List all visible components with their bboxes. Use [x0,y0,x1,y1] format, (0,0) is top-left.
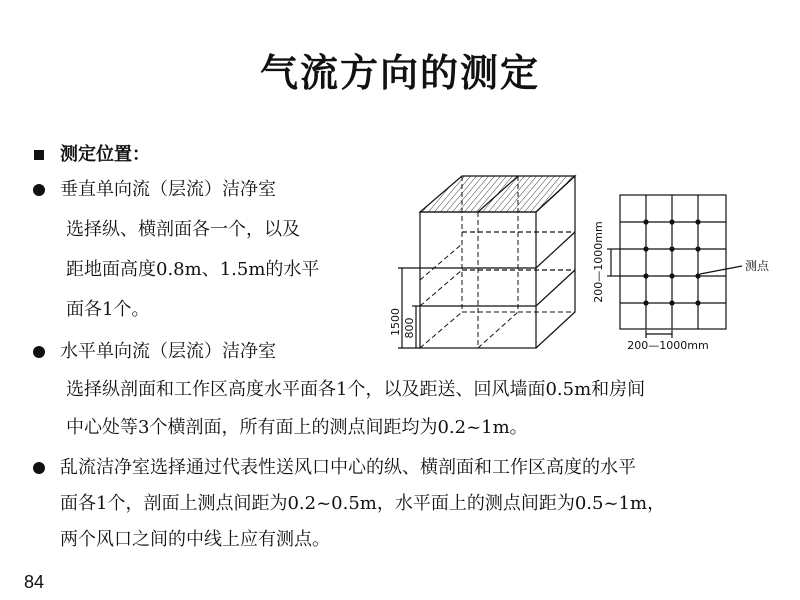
item1-title: 垂直单向流（层流）洁净室 [60,179,276,200]
item1-line-1: 选择纵、横剖面各一个，以及 [66,219,300,240]
measurement-grid-diagram [607,195,742,338]
dim-horizontal-label: 200—1000mm [627,339,709,352]
item2-title: 水平单向流（层流）洁净室 [60,341,276,362]
room-cube-diagram [398,176,575,348]
item3-line-2: 面各1个，剖面上测点间距为0.2~0.5m，水平面上的测点间距为0.5~1m， [60,493,666,514]
page-title: 气流方向的测定 [259,50,540,95]
item2-line-1: 选择纵剖面和工作区高度水平面各1个，以及距送、回风墙面0.5m和房间 [66,379,646,400]
item3-line-3: 两个风口之间的中线上应有测点。 [60,529,330,550]
item3-line-1: 乱流洁净室选择通过代表性送风口中心的纵、横剖面和工作区高度的水平 [60,457,636,478]
item1-line-2: 距地面高度0.8m、1.5m的水平 [66,259,320,280]
page-number: 84 [24,572,45,592]
dim-1500-label: 1500 [389,308,402,336]
dim-800-label: 800 [403,317,416,339]
measurement-point-label: 测点 [745,259,770,273]
section-heading: 测定位置： [60,144,150,165]
dim-vertical-label: 200—1000mm [592,221,605,303]
item2-line-2: 中心处等3个横剖面，所有面上的测点间距均为0.2~1m。 [66,417,528,438]
item1-line-3: 面各1个。 [66,299,150,320]
